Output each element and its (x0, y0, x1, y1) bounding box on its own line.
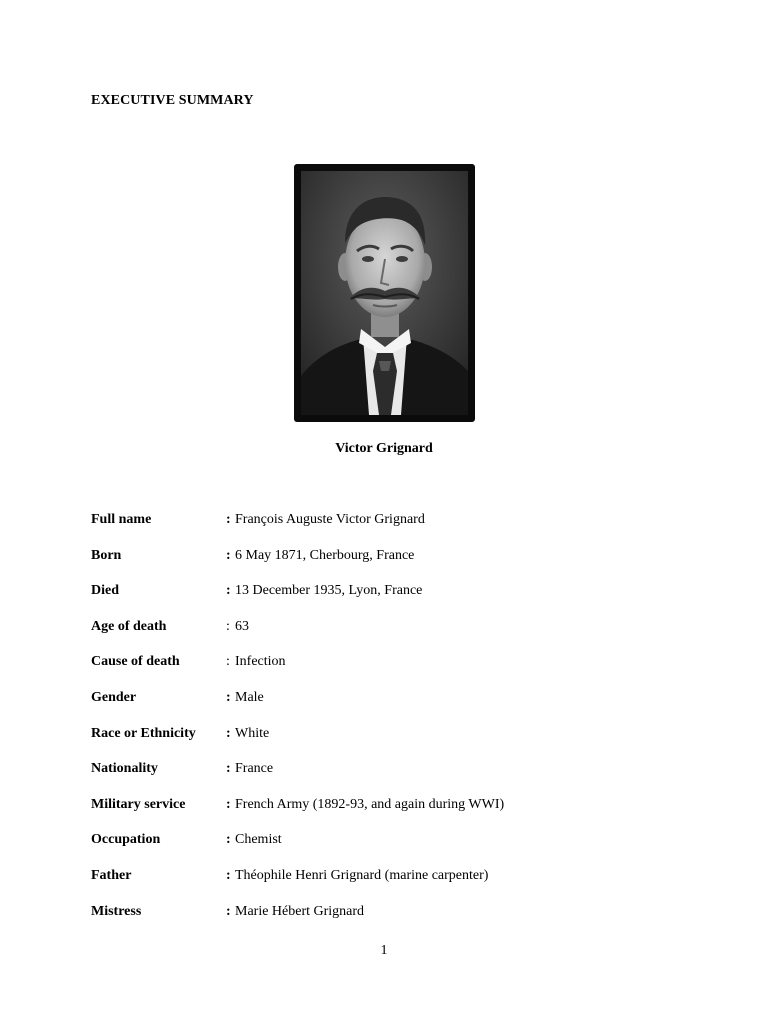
fact-label: Cause of death (91, 654, 180, 670)
fact-label: Full name (91, 512, 152, 527)
fact-value: France (235, 761, 274, 777)
fact-value: White (235, 725, 270, 741)
fact-label: Military service (91, 796, 186, 812)
fact-label: Born (91, 547, 122, 563)
fact-row-mistress (91, 904, 711, 940)
fact-row-occupation (91, 832, 711, 868)
portrait-image (301, 171, 468, 415)
fact-separator: : (226, 903, 231, 919)
fact-row-race-or-ethnicity (91, 726, 711, 762)
fact-separator: : (226, 725, 231, 741)
fact-value: 13 December 1935, Lyon, France (235, 583, 423, 599)
fact-value: 63 (235, 618, 249, 634)
fact-separator: : (226, 547, 231, 563)
fact-value: François Auguste Victor Grignard (235, 512, 425, 527)
fact-label: Father (91, 867, 132, 883)
fact-label: Gender (91, 689, 137, 705)
fact-value: Chemist (235, 832, 282, 848)
fact-separator: : (226, 654, 230, 670)
fact-row-nationality (91, 761, 711, 797)
fact-label: Nationality (91, 761, 158, 777)
portrait-caption: Victor Grignard (335, 441, 433, 456)
fact-separator: : (226, 832, 231, 848)
fact-label: Died (91, 583, 119, 599)
portrait-frame (294, 164, 475, 422)
fact-label: Occupation (91, 832, 161, 848)
fact-label: Mistress (91, 903, 142, 919)
fact-separator: : (226, 583, 231, 599)
fact-value: Infection (235, 654, 286, 670)
fact-value: Marie Hébert Grignard (235, 903, 365, 919)
fact-value: Théophile Henri Grignard (marine carpenter) (235, 867, 489, 883)
fact-row-father (91, 868, 711, 904)
fact-row-cause-of-death (91, 654, 711, 690)
fact-label: Age of death (91, 618, 167, 634)
page-number: 1 (380, 943, 388, 958)
fact-separator: : (226, 761, 231, 777)
portrait-photo (301, 171, 468, 415)
fact-separator: : (226, 689, 231, 705)
fact-row-gender (91, 690, 711, 726)
fact-label: Race or Ethnicity (91, 725, 196, 741)
fact-value: French Army (1892-93, and again during WWI) (235, 796, 505, 812)
fact-separator: : (226, 796, 231, 812)
fact-row-military-service (91, 797, 711, 833)
fact-value: 6 May 1871, Cherbourg, France (235, 547, 415, 563)
fact-row-died (91, 583, 711, 619)
fact-value: Male (235, 689, 264, 705)
fact-row-born (91, 548, 711, 584)
fact-row-full-name (91, 512, 711, 548)
fact-separator: : (226, 618, 230, 634)
fact-separator: : (226, 512, 231, 527)
fact-row-age-of-death (91, 619, 711, 655)
document-heading: EXECUTIVE SUMMARY (91, 93, 254, 108)
facts-list (91, 512, 711, 939)
fact-separator: : (226, 867, 231, 883)
